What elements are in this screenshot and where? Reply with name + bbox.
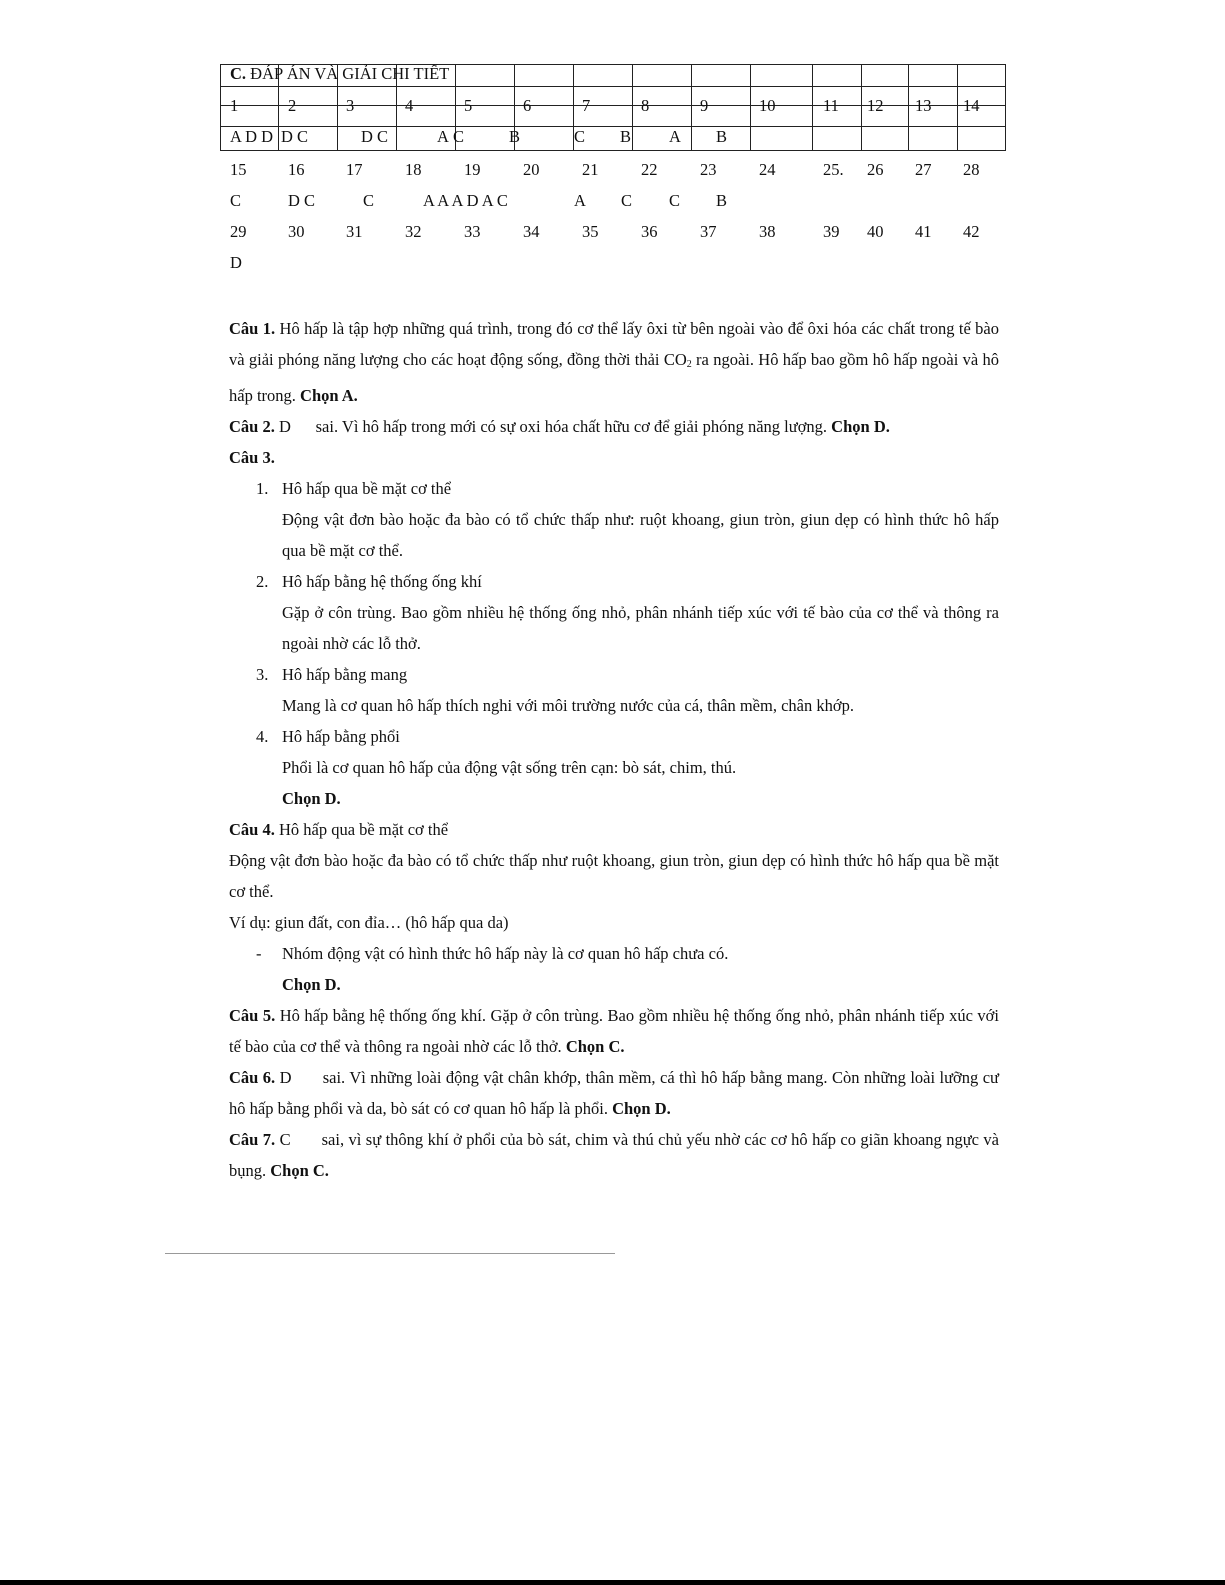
answer-letter: C — [621, 191, 633, 210]
question-5: Câu 5. Hô hấp bằng hệ thống ống khí. Gặp ở côn trùng. Bao gồm nhiều hệ thống ống nhỏ, phân nhánh tiếp xúc với tế bào của cơ thể và thông ra ngoài nhờ các lỗ thở. Chọn C. — [229, 1006, 999, 1056]
answer-number: 37 — [700, 222, 717, 241]
answer-number: 19 — [464, 160, 481, 179]
answer-number: 40 — [867, 222, 884, 241]
answer-number: 39 — [823, 222, 840, 241]
table-cell: 7 — [582, 96, 591, 115]
answer-number: 35 — [582, 222, 599, 241]
answer-letter: C — [363, 191, 375, 210]
question-3-item: 1. Hô hấp qua bề mặt cơ thể Động vật đơn bào hoặc đa bào có tổ chức thấp như: ruột khoang, giun tròn, giun dẹp có hình thức hô hấp qua bề mặt cơ thể. — [256, 479, 999, 560]
table-title: C. ĐÁP ÁN VÀ GIẢI CHI TIẾT — [230, 64, 450, 83]
table-cell: A D D — [230, 127, 274, 146]
table-cell: 11 — [823, 96, 839, 115]
table-cell: B — [509, 127, 521, 146]
table-cell: A — [669, 127, 681, 146]
question-3-item: 2. Hô hấp bằng hệ thống ống khí Gặp ở côn trùng. Bao gồm nhiều hệ thống ống nhỏ, phân nhánh tiếp xúc với tế bào của cơ thể và thông ra ngoài nhờ các lỗ thở. — [256, 572, 999, 653]
table-cell: A — [437, 127, 449, 146]
answer-letter: A A A D A C — [423, 191, 508, 210]
answer-number: 41 — [915, 222, 932, 241]
table-cell: D C — [361, 127, 389, 146]
question-3-choice: Chọn D. — [282, 789, 341, 808]
answer-number: 23 — [700, 160, 717, 179]
footnote-divider — [165, 1253, 615, 1254]
page-edge — [0, 1580, 1225, 1585]
question-1: Câu 1. Hô hấp là tập hợp những quá trình, trong đó cơ thể lấy ôxi từ bên ngoài vào để ôxi hóa các chất trong tế bào và giải phóng năng lượng cho các hoạt động sống, đồng thời thải $CO_2$ ra ngoài. Hô hấp bao gồm hô hấp ngoài và hô hấp trong. Chọn A. — [229, 319, 1000, 405]
question-3-item: 3. Hô hấp bằng mang Mang là cơ quan hô hấp thích nghi với môi trường nước của cá, thân mềm, chân khớp. — [256, 665, 854, 715]
answer-number: 26 — [867, 160, 884, 179]
table-cell: 6 — [523, 96, 532, 115]
question-4-choice: Chọn D. — [282, 975, 341, 994]
answer-letter: D — [230, 253, 242, 272]
answer-letter: C — [669, 191, 681, 210]
table-cell: 9 — [700, 96, 709, 115]
answer-number: 42 — [963, 222, 980, 241]
answer-number: 29 — [230, 222, 247, 241]
explanations — [229, 313, 1004, 1186]
answer-number: 30 — [288, 222, 305, 241]
table-cell: 5 — [464, 96, 473, 115]
table-cell: 8 — [641, 96, 650, 115]
table-cell: 4 — [405, 96, 414, 115]
question-4-bullet: - Nhóm động vật có hình thức hô hấp này là cơ quan hô hấp chưa có. — [256, 944, 729, 963]
answer-number: 31 — [346, 222, 363, 241]
table-cell: B — [716, 127, 728, 146]
answer-number: 24 — [759, 160, 776, 179]
answer-letter: D C — [288, 191, 316, 210]
answer-number: 18 — [405, 160, 422, 179]
question-4: Câu 4. Hô hấp qua bề mặt cơ thể — [229, 820, 449, 839]
answer-number: 16 — [288, 160, 305, 179]
question-4-example: Ví dụ: giun đất, con đỉa… (hô hấp qua da) — [229, 913, 509, 932]
table-cell: 10 — [759, 96, 776, 115]
answer-letter: C — [230, 191, 242, 210]
table-cell: 14 — [963, 96, 980, 115]
question-7: Câu 7. C sai, vì sự thông khí ở phổi của bò sát, chim và thú chủ yếu nhờ các cơ hô hấp co giãn khoang ngực và bụng. Chọn C. — [229, 1130, 1004, 1180]
table-cell: B — [620, 127, 632, 146]
answer-number: 17 — [346, 160, 363, 179]
table-cell: 12 — [867, 96, 884, 115]
answer-number: 32 — [405, 222, 422, 241]
answer-number: 25. — [823, 160, 844, 179]
question-4-desc: Động vật đơn bào hoặc đa bào có tổ chức thấp như ruột khoang, giun tròn, giun dẹp có hình thức hô hấp qua bề mặt cơ thể. — [229, 851, 999, 901]
table-cell: 3 — [346, 96, 355, 115]
question-2: Câu 2. D sai. Vì hô hấp trong mới có sự oxi hóa chất hữu cơ để giải phóng năng lượng. Chọn D. — [229, 417, 890, 436]
table-cell: C — [574, 127, 586, 146]
answer-number: 20 — [523, 160, 540, 179]
answer-number: 34 — [523, 222, 540, 241]
table-cell: 2 — [288, 96, 297, 115]
answer-number: 28 — [963, 160, 980, 179]
answer-number: 22 — [641, 160, 658, 179]
table-cell: D C — [281, 127, 309, 146]
question-3-item: 4. Hô hấp bằng phổi Phổi là cơ quan hô hấp của động vật sống trên cạn: bò sát, chim, thú. — [256, 727, 737, 777]
table-cell: 13 — [915, 96, 932, 115]
answer-number: 33 — [464, 222, 481, 241]
answer-number: 21 — [582, 160, 599, 179]
table-cell: 1 — [230, 96, 239, 115]
answer-letter: B — [716, 191, 728, 210]
answer-number: 15 — [230, 160, 247, 179]
question-6: Câu 6. D sai. Vì những loài động vật chân khớp, thân mềm, cá thì hô hấp bằng mang. Còn những loài lưỡng cư hô hấp bằng phổi và da, bò sát có cơ quan hô hấp là phổi. Chọn D. — [229, 1068, 1004, 1118]
answer-number: 36 — [641, 222, 658, 241]
table-cell: C — [453, 127, 465, 146]
answer-number: 38 — [759, 222, 776, 241]
answer-letter: A — [574, 191, 586, 210]
question-3-label: Câu 3. — [229, 448, 275, 467]
answer-number: 27 — [915, 160, 932, 179]
